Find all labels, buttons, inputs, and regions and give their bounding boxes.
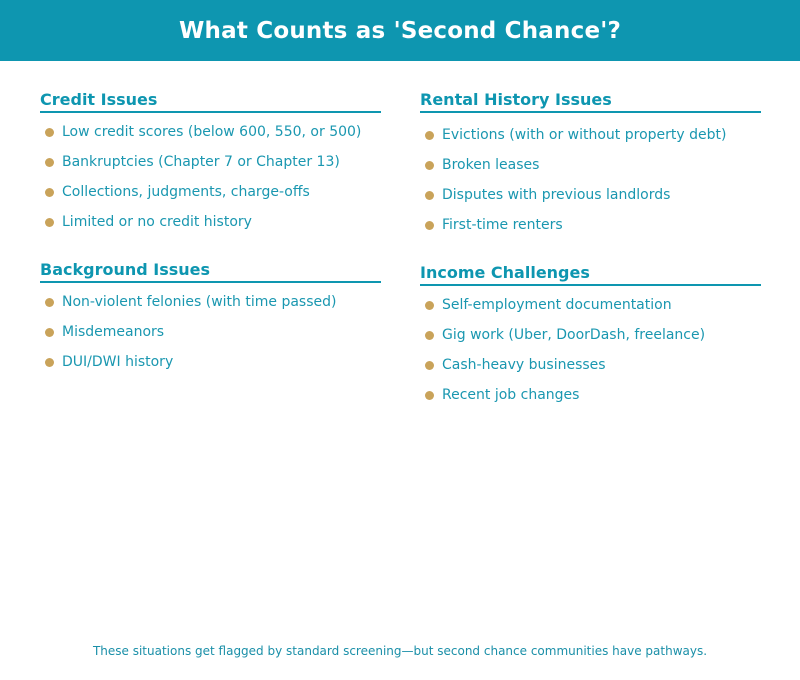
list-item [40,317,381,347]
bullet-icon [45,328,54,337]
list-item [40,177,381,207]
list-item [40,347,381,377]
list-item [420,380,761,410]
bullet-icon [425,361,434,370]
list-item [40,147,381,177]
list-item [420,320,761,350]
list-item-label: Recent job changes [442,387,580,403]
list-item-label: Collections, judgments, charge-offs [62,184,310,200]
section-title: Credit Issues [40,90,381,113]
page-title: What Counts as 'Second Chance'? [178,17,622,44]
list-item [420,210,761,240]
list-item [420,350,761,380]
list-item [40,207,381,237]
bullet-icon [45,298,54,307]
section-title: Rental History Issues [420,90,761,113]
list-item-label: Limited or no credit history [62,214,252,230]
list-item-label: Non-violent felonies (with time passed) [62,294,337,310]
section-background-issues [40,260,381,377]
list-item [420,150,761,180]
bullet-icon [45,158,54,167]
bullet-icon [425,161,434,170]
bullet-icon [45,358,54,367]
list-item-label: Broken leases [442,157,540,173]
list-item [40,287,381,317]
list-item-label: Misdemeanors [62,324,165,340]
bullet-icon [425,221,434,230]
list-item-label: Low credit scores (below 600, 550, or 500) [62,124,362,140]
item-list [40,287,381,377]
bullet-icon [425,301,434,310]
footer-note: These situations get flagged by standard screening—but second chance communities have pathways. [92,644,708,658]
bullet-icon [45,218,54,227]
bullet-icon [45,128,54,137]
bullet-icon [45,188,54,197]
item-list [420,290,761,410]
section-income-challenges [420,263,761,410]
list-item [40,117,381,147]
list-item-label: Bankruptcies (Chapter 7 or Chapter 13) [62,154,340,170]
item-list [40,117,381,237]
section-rental-history-issues [420,90,761,240]
bullet-icon [425,131,434,140]
list-item [420,290,761,320]
header-banner [0,0,800,61]
section-credit-issues [40,90,381,237]
section-title: Background Issues [40,260,381,283]
list-item [420,120,761,150]
bullet-icon [425,391,434,400]
list-item-label: Gig work (Uber, DoorDash, freelance) [442,327,706,343]
bullet-icon [425,191,434,200]
bullet-icon [425,331,434,340]
item-list [420,120,761,240]
list-item-label: Self-employment documentation [442,297,672,313]
list-item-label: First-time renters [442,217,563,233]
list-item-label: Disputes with previous landlords [442,187,671,203]
list-item-label: DUI/DWI history [62,354,174,370]
list-item [420,180,761,210]
list-item-label: Cash-heavy businesses [442,357,606,373]
section-title: Income Challenges [420,263,761,286]
list-item-label: Evictions (with or without property debt) [442,127,727,143]
